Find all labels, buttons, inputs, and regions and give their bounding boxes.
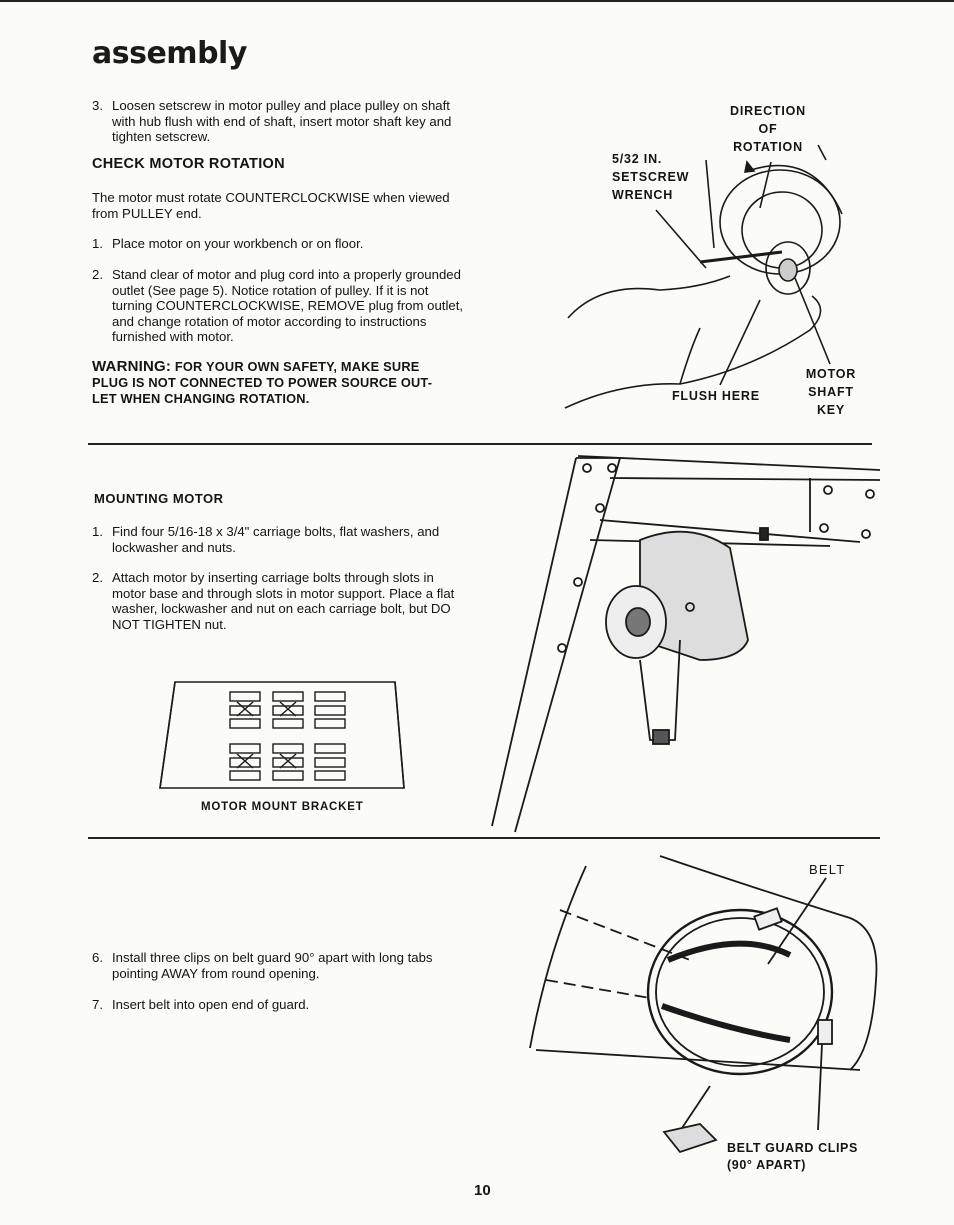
mounting-motor-heading: MOUNTING MOTOR [94,491,224,506]
step-number: 1. [92,524,103,539]
warning-line-2: PLUG IS NOT CONNECTED TO POWER SOURCE OUT- [92,375,433,390]
label-line: (90° APART) [727,1158,806,1172]
page-title: assembly [92,36,247,71]
warning-line-1: FOR YOUR OWN SAFETY, MAKE SURE [174,359,420,374]
step-number: 1. [92,236,103,251]
step-text: Insert belt into open end of guard. [112,997,310,1012]
label-line: BELT GUARD CLIPS [727,1141,858,1155]
label-line: MOTOR [805,367,857,381]
step-number: 2. [92,570,103,585]
step-text: Find four 5/16-18 x 3/4" carriage bolts, flat washers, and lockwasher and nuts. [112,524,440,555]
step-text: Install three clips on belt guard 90° apart with long tabs pointing AWAY from round opening. [112,950,433,981]
label-line: SHAFT [808,385,854,399]
label-line: KEY [816,403,846,417]
step-number: 7. [92,997,103,1012]
check-motor-rotation-heading: CHECK MOTOR ROTATION [92,156,285,172]
step-text: Attach motor by inserting carriage bolts through slots in motor base and through slots in motor support. Place a flat washer, lockwasher and nut on each carriage bolt, but DO NOT TIGHTEN nut. [112,570,455,632]
flush-here-label: FLUSH HERE [672,389,760,403]
step-number: 3. [92,98,103,113]
belt-guard-clips-label [727,1140,858,1174]
label-line: OF [758,122,778,136]
label-line: SETSCREW [612,170,690,184]
label-line: ROTATION [733,140,803,154]
label-line: DIRECTION [730,104,806,118]
belt-label: BELT [809,862,846,877]
step-text: Stand clear of motor and plug cord into a properly grounded outlet (See page 5). Notice rotation of pulley. If it is not turning COUNTERCLOCKWISE, REMOVE plug from outlet, and change rotation of motor according to instructions furnished with motor. [112,267,464,345]
label-line: 5/32 IN. [612,152,663,166]
step-number: 6. [92,950,103,965]
step-text: Loosen setscrew in motor pulley and place pulley on shaft with hub flush with end of shaft, insert motor shaft key and tighten setscrew. [112,98,452,145]
step-number: 2. [92,267,103,282]
step-text: Place motor on your workbench or on floor. [112,236,364,251]
motor-mount-bracket-caption: MOTOR MOUNT BRACKET [201,801,364,813]
label-line: WRENCH [612,188,674,202]
page-number: 10 [474,1182,491,1199]
warning-label: WARNING: [92,358,172,375]
rotation-intro: The motor must rotate COUNTERCLOCKWISE when viewed from PULLEY end. [92,190,450,221]
warning-line-3: LET WHEN CHANGING ROTATION. [92,391,310,406]
